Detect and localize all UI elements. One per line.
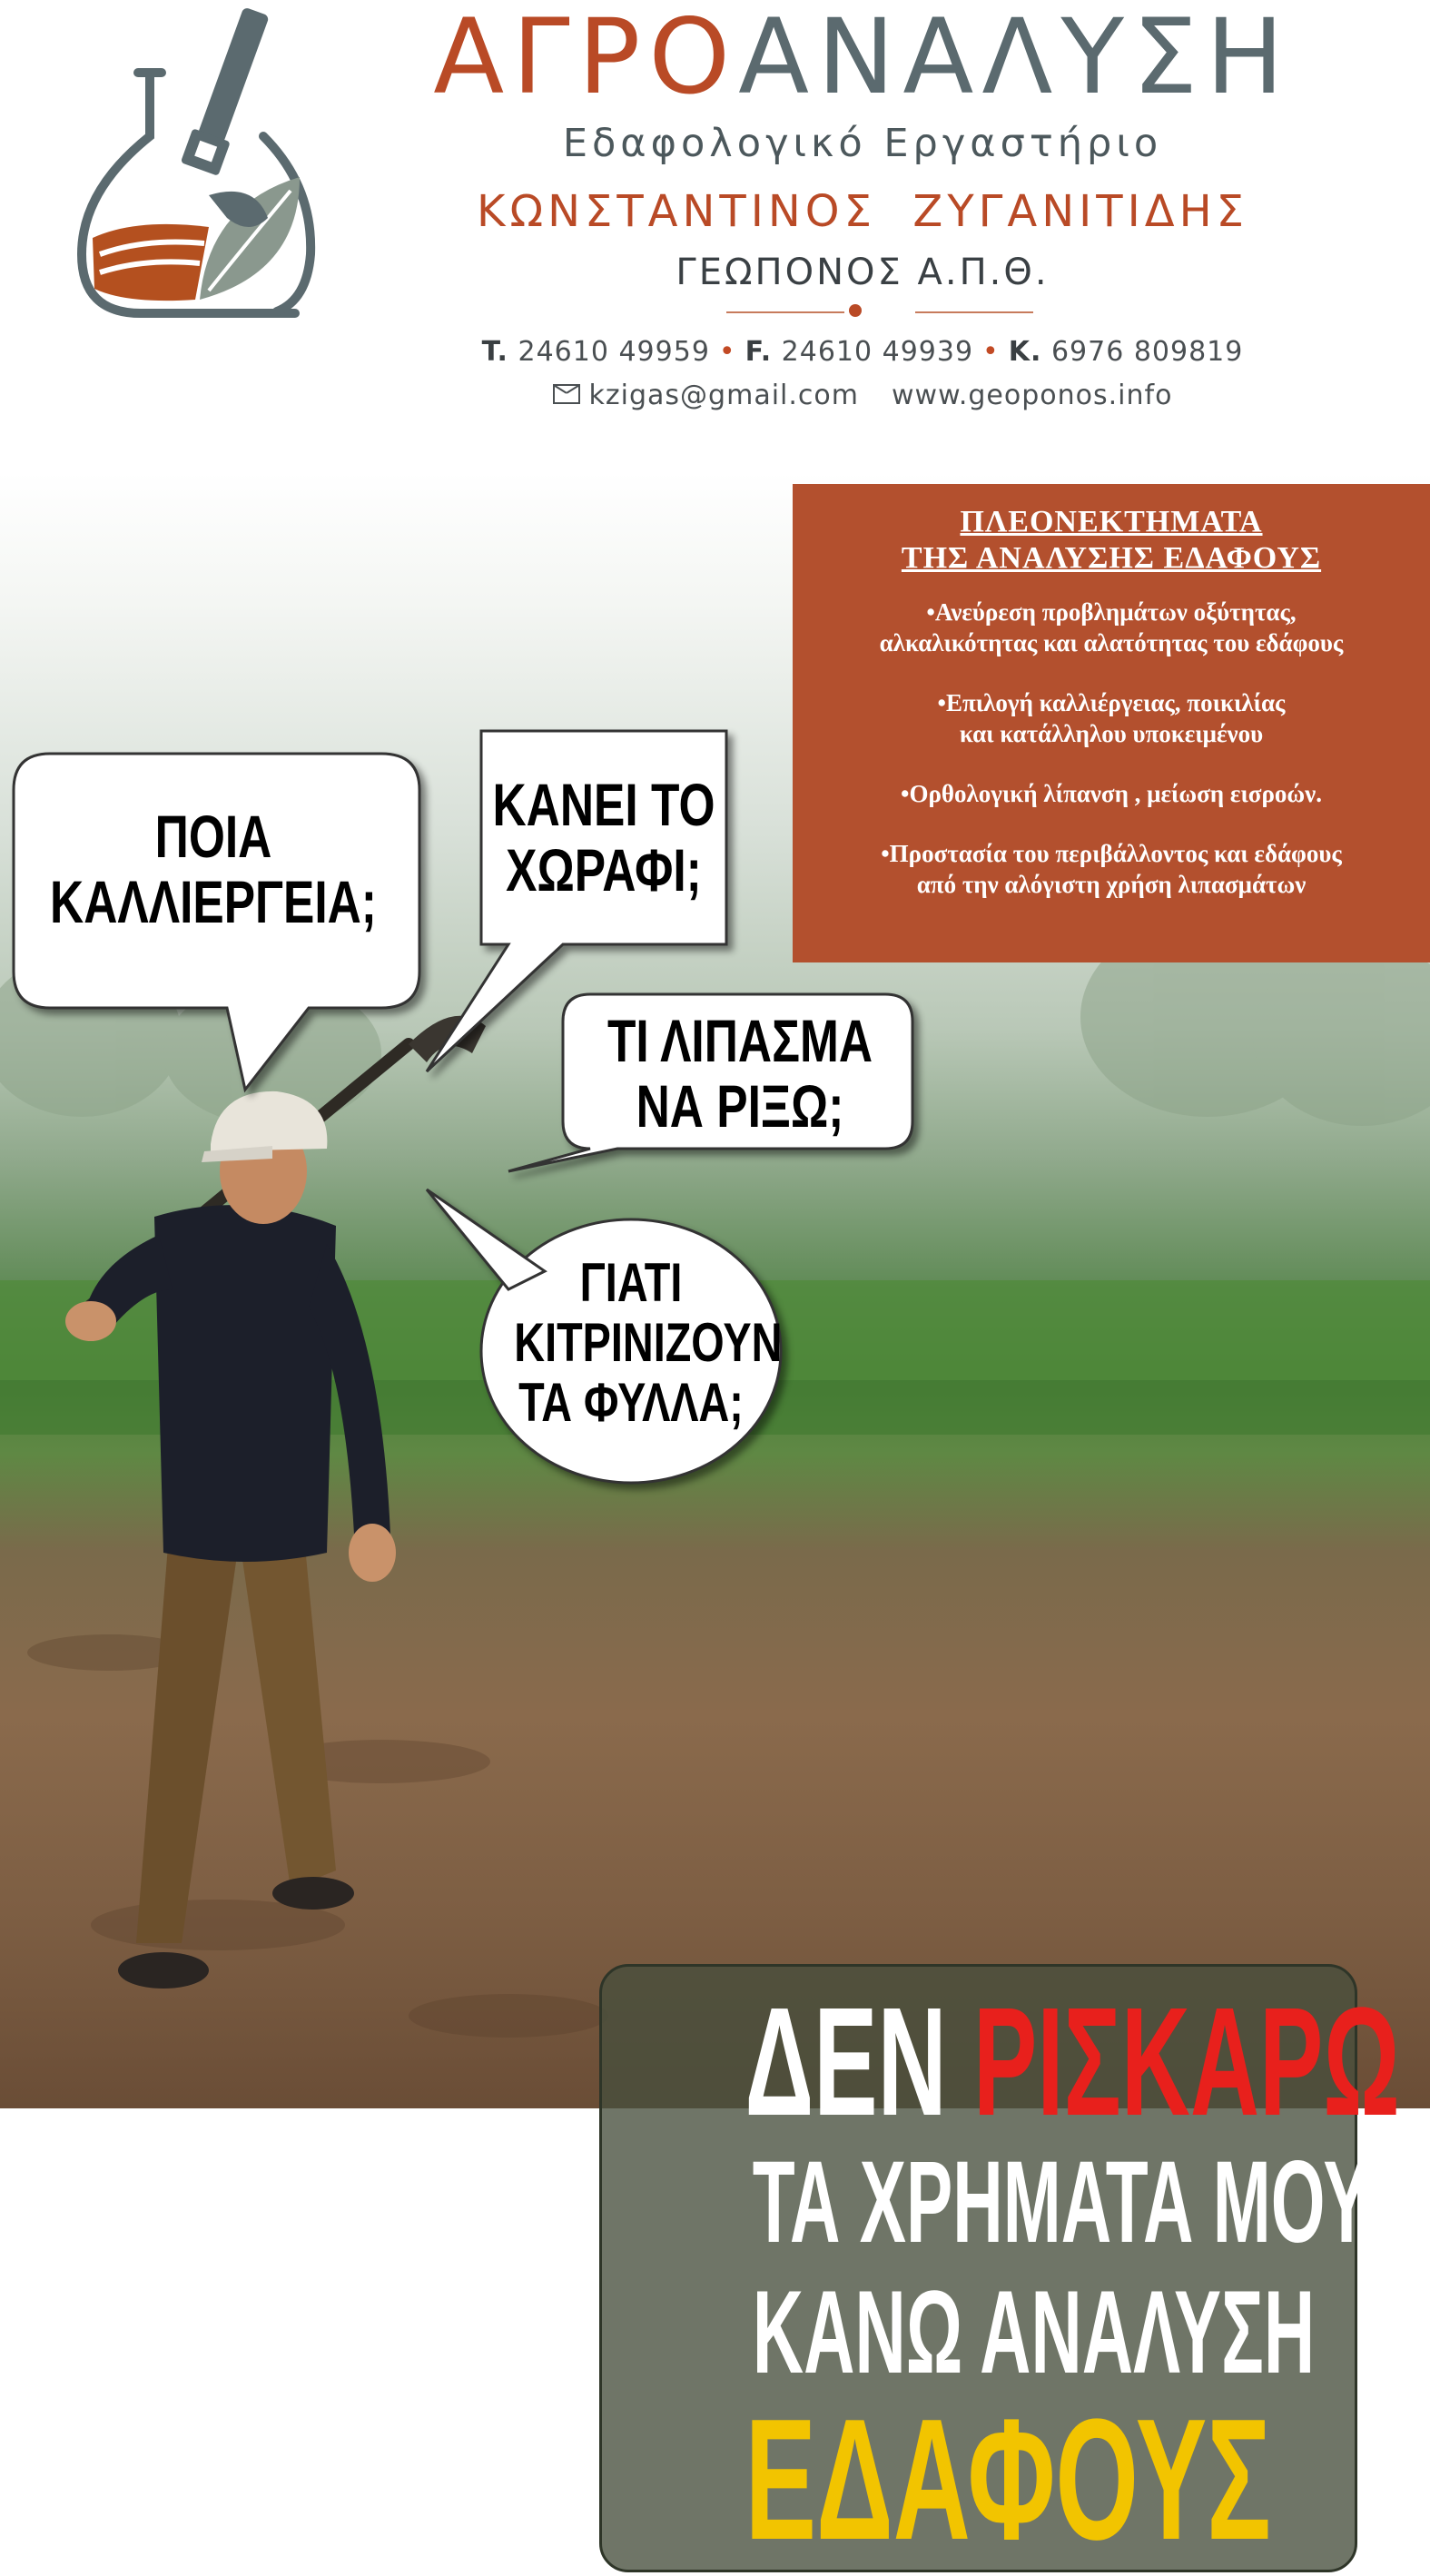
slogan-line2: ΤΑ ΧΡΗΜΑΤΑ ΜΟΥ bbox=[752, 2137, 1370, 2267]
slogan-line4: ΕΔΑΦΟΥΣ bbox=[745, 2384, 1271, 2576]
bubble-crop-line1: ΠΟΙΑ bbox=[154, 803, 272, 870]
envelope-icon bbox=[553, 384, 580, 404]
advantage-item bbox=[793, 687, 1430, 749]
bubble-crop-line2: ΚΑΛΛΙΕΡΓΕΙΑ; bbox=[50, 868, 377, 935]
flask-spade-icon bbox=[73, 0, 318, 322]
advantages-title-line2: ΤΗΣ ΑΝΑΛΥΣΗΣ ΕΔΑΦΟΥΣ bbox=[901, 541, 1322, 575]
advantage-2-line2: και κατάλληλου υποκειμένου bbox=[959, 720, 1264, 747]
lab-subtitle: Εδαφολογικό Εργαστήριο bbox=[562, 121, 1163, 166]
bubble-field-line2: ΧΩΡΑΦΙ; bbox=[506, 836, 702, 903]
divider-left bbox=[726, 311, 844, 313]
bubble-crop-text bbox=[40, 804, 387, 934]
advantage-item bbox=[793, 778, 1430, 809]
web-contacts bbox=[368, 380, 1357, 411]
bubble-fertilizer-line1: ΤΙ ΛΙΠΑΣΜΑ bbox=[607, 1007, 873, 1074]
advantages-panel bbox=[793, 484, 1430, 962]
advantage-item bbox=[793, 597, 1430, 658]
bubble-leaves-line1: ΓΙΑΤΙ bbox=[579, 1252, 683, 1313]
advantages-title bbox=[793, 504, 1430, 577]
advantage-item bbox=[793, 838, 1430, 900]
phone-contacts bbox=[368, 336, 1357, 368]
slogan-line1 bbox=[745, 1976, 1400, 2148]
phone-number[interactable]: 24610 49959 bbox=[518, 336, 710, 368]
advantage-1-line2: αλκαλικότητας και αλατότητας του εδάφους bbox=[879, 629, 1344, 656]
mobile-label: K. bbox=[1008, 336, 1042, 368]
website-link[interactable]: www.geoponos.info bbox=[892, 380, 1173, 411]
fax-label: F. bbox=[745, 336, 773, 368]
advantage-2-line1: •Επιλογή καλλιέργειας, ποικιλίας bbox=[937, 689, 1286, 716]
phone-label: T. bbox=[481, 336, 508, 368]
email-link[interactable]: kzigas@gmail.com bbox=[588, 380, 859, 411]
bubble-field-line1: ΚΑΝΕΙ ΤΟ bbox=[492, 771, 715, 838]
brand-agro: ΑΓΡΟ bbox=[433, 0, 739, 117]
bubble-field-text bbox=[487, 772, 720, 903]
advantage-4-line2: από την αλόγιστη χρήση λιπασμάτων bbox=[916, 871, 1307, 898]
fax-number[interactable]: 24610 49939 bbox=[781, 336, 974, 368]
slogan-line3: ΚΑΝΩ ΑΝΑΛΥΣΗ bbox=[752, 2265, 1316, 2398]
header bbox=[0, 0, 1430, 472]
advantages-title-line1: ΠΛΕΟΝΕΚΤΗΜΑΤΑ bbox=[960, 505, 1263, 538]
bubble-leaves-line2: ΚΙΤΡΙΝΙΖΟΥΝ bbox=[514, 1312, 783, 1373]
bubble-fertilizer-text bbox=[595, 1008, 885, 1139]
bubble-leaves-line3: ΤΑ ΦΥΛΛΑ; bbox=[518, 1372, 744, 1433]
mobile-number[interactable]: 6976 809819 bbox=[1050, 336, 1244, 368]
divider-right bbox=[915, 311, 1033, 313]
slogan-word-riskaro: ΡΙΣΚΑΡΩ bbox=[972, 1976, 1400, 2148]
profession: ΓΕΩΠΟΝΟΣ Α.Π.Θ. bbox=[676, 252, 1050, 293]
slogan-word-den: ΔΕΝ bbox=[745, 1976, 947, 2148]
bubble-fertilizer-line2: ΝΑ ΡΙΞΩ; bbox=[636, 1072, 844, 1140]
bullet-separator: • bbox=[982, 336, 1000, 368]
advantage-4-line1: •Προστασία του περιβάλλοντος και εδάφους bbox=[881, 840, 1342, 867]
divider-dot bbox=[849, 304, 862, 317]
advantage-3-line1: •Ορθολογική λίπανση , μείωση εισροών. bbox=[901, 780, 1322, 807]
bubble-leaves-text bbox=[514, 1252, 783, 1433]
bullet-separator: • bbox=[718, 336, 736, 368]
slogan-box bbox=[599, 1964, 1400, 2576]
advantage-1-line1: •Ανεύρεση προβλημάτων οξύτητας, bbox=[926, 598, 1297, 626]
brand-analysi: ΑΝΑΛΥΣΗ bbox=[738, 0, 1292, 117]
owner-name: ΚΩΝΣΤΑΝΤΙΝΟΣ ΖΥΓΑΝΙΤΙΔΗΣ bbox=[476, 186, 1249, 237]
brand-name bbox=[368, 0, 1357, 117]
